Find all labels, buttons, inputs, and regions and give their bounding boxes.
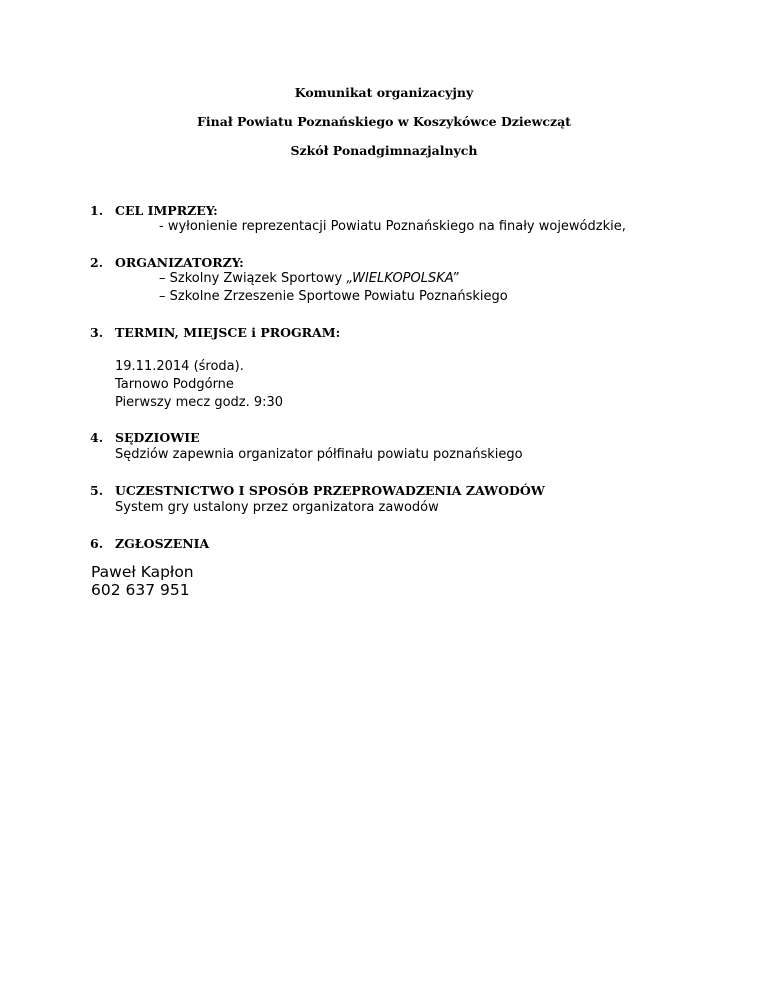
section-6-number: 6. — [90, 536, 104, 551]
section-4-line: Sędziów zapewnia organizator półfinału powiatu poznańskiego — [115, 447, 523, 462]
section-4-title: SĘDZIOWIE — [115, 430, 200, 445]
section-1-heading — [90, 203, 218, 219]
document-subtitle-line-2: Szkół Ponadgimnazjalnych — [290, 143, 478, 158]
section-6-heading — [90, 536, 209, 552]
section-3-number: 3. — [90, 325, 104, 340]
document-subtitle-line-1: Finał Powiatu Poznańskiego w Koszykówce Dziewcząt — [197, 114, 571, 129]
section-4-heading — [90, 430, 200, 446]
organizer-1-name: „WIELKOPOLSKA” — [346, 271, 459, 286]
section-5-heading — [90, 483, 545, 499]
section-1-number: 1. — [90, 203, 104, 218]
section-1-line: - wyłonienie reprezentacji Powiatu Poznańskiego na finały wojewódzkie, — [159, 219, 626, 234]
section-3-title: TERMIN, MIEJSCE i PROGRAM: — [115, 325, 341, 340]
section-3-line-time: Pierwszy mecz godz. 9:30 — [115, 395, 284, 410]
section-1-title: CEL IMPRZEY: — [115, 203, 218, 218]
section-6-title: ZGŁOSZENIA — [115, 536, 210, 551]
section-2-number: 2. — [90, 255, 104, 270]
section-3-line-date: 19.11.2014 (środa). — [115, 359, 244, 374]
section-5-line: System gry ustalony przez organizatora zawodów — [115, 500, 439, 515]
section-2-title: ORGANIZATORZY: — [115, 255, 244, 270]
section-5-number: 5. — [90, 483, 104, 498]
section-3-line-place: Tarnowo Podgórne — [115, 377, 234, 392]
contact-name: Paweł Kapłon — [91, 563, 194, 581]
organizer-1-prefix: – Szkolny Związek Sportowy — [159, 271, 347, 286]
section-5-title: UCZESTNICTWO I SPOSÓB PRZEPROWADZENIA ZAWODÓW — [115, 483, 545, 498]
contact-phone: 602 637 951 — [91, 581, 190, 599]
section-2-line-2: – Szkolne Zrzeszenie Sportowe Powiatu Poznańskiego — [159, 289, 508, 304]
section-4-number: 4. — [90, 430, 104, 445]
section-2-heading — [90, 255, 244, 271]
section-2-line-1 — [159, 271, 459, 287]
section-3-heading — [90, 325, 340, 341]
document-title: Komunikat organizacyjny — [294, 85, 474, 100]
